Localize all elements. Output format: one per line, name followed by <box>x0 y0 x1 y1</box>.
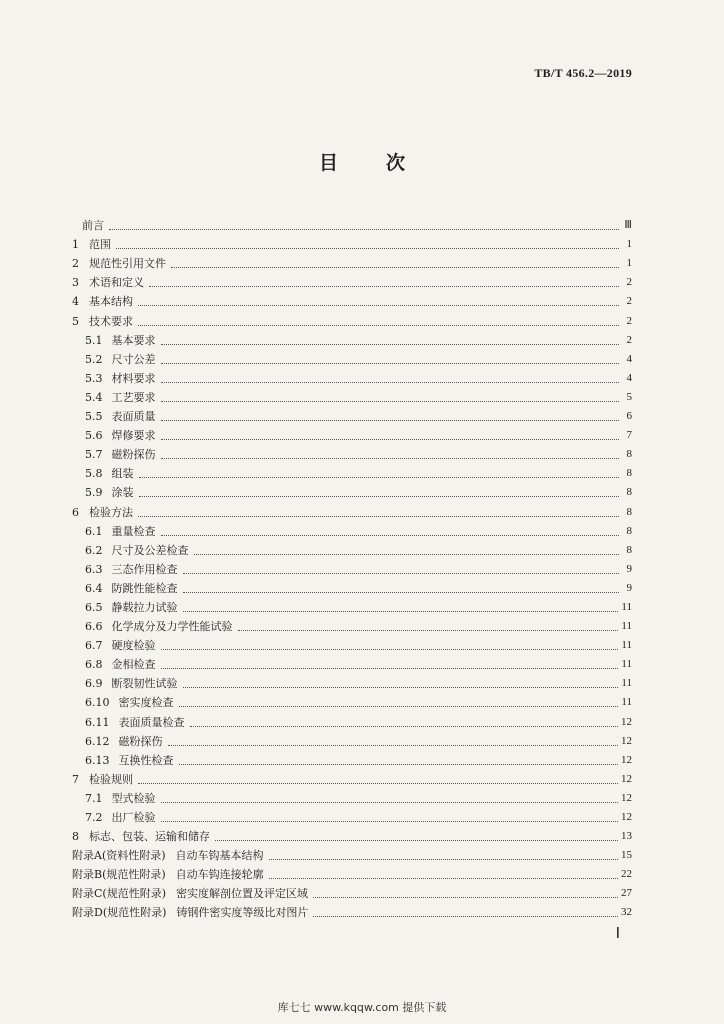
toc-entry-number: 6.7 <box>85 639 103 653</box>
toc-entry-label <box>72 636 156 655</box>
toc-entry-page: 8 <box>626 486 632 499</box>
toc-entry-page: 11 <box>621 639 632 652</box>
toc-entry-page: 4 <box>626 371 632 384</box>
toc-entry-title: 型式检验 <box>111 791 156 805</box>
toc-entry-label <box>72 541 189 560</box>
toc-entry-title: 硬度检验 <box>111 639 156 653</box>
toc-dot-leader <box>138 305 619 306</box>
toc-dot-leader <box>138 516 619 517</box>
toc-entry-label <box>72 827 210 846</box>
toc-entry[interactable] <box>72 311 632 330</box>
toc-dot-leader <box>139 477 620 478</box>
toc-entry-number: 7.1 <box>85 791 103 805</box>
toc-entry-label <box>72 808 156 827</box>
toc-entry-label <box>72 350 156 369</box>
toc-entry-page: 1 <box>626 257 632 270</box>
toc-entry-title: 三态作用检查 <box>111 562 178 576</box>
toc-entry-label <box>72 770 133 789</box>
toc-entry-title: 材料要求 <box>111 371 156 385</box>
toc-entry[interactable] <box>72 636 632 655</box>
toc-entry-title: 金相检查 <box>111 658 156 672</box>
toc-entry-number: 6.8 <box>85 658 103 672</box>
toc-dot-leader <box>149 286 619 287</box>
toc-entry-number: 6.12 <box>85 734 110 748</box>
toc-entry-title: 术语和定义 <box>89 276 144 290</box>
toc-entry-title: 磁粉探伤 <box>118 734 163 748</box>
toc-entry-label <box>72 655 156 674</box>
toc-entry[interactable] <box>72 216 632 235</box>
toc-entry-page: 11 <box>621 696 632 709</box>
toc-entry[interactable] <box>72 331 632 350</box>
toc-entry-label <box>72 331 156 350</box>
toc-entry[interactable] <box>72 292 632 311</box>
toc-dot-leader <box>161 344 620 345</box>
toc-dot-leader <box>313 897 618 898</box>
toc-dot-leader <box>161 382 620 383</box>
toc-entry-page: 11 <box>621 658 632 671</box>
toc-dot-leader <box>183 592 620 593</box>
toc-entry-number: 6 <box>72 505 79 519</box>
toc-entry-page: 6 <box>626 410 632 423</box>
toc-entry-number: 5.7 <box>85 448 103 462</box>
toc-dot-leader <box>194 554 620 555</box>
toc-entry[interactable] <box>72 445 632 464</box>
toc-entry[interactable] <box>72 598 632 617</box>
toc-entry-title: 密实度检查 <box>118 696 174 710</box>
toc-entry[interactable] <box>72 541 632 560</box>
toc-entry-title: 检验方法 <box>89 505 133 519</box>
toc-entry[interactable] <box>72 464 632 483</box>
toc-entry-label <box>72 693 174 712</box>
toc-entry-page: 7 <box>626 429 632 442</box>
toc-entry[interactable] <box>72 522 632 541</box>
toc-entry-page: 5 <box>626 390 632 403</box>
toc-entry[interactable] <box>72 483 632 502</box>
toc-dot-leader <box>161 420 620 421</box>
toc-entry-label <box>72 216 104 235</box>
toc-entry-label <box>72 483 134 502</box>
toc-entry-title: 规范性引用文件 <box>89 257 166 271</box>
toc-entry-number: 3 <box>72 276 79 290</box>
toc-entry-page: 12 <box>621 734 632 747</box>
toc-entry-label <box>72 445 156 464</box>
toc-entry-page: 15 <box>621 849 632 862</box>
toc-entry-number: 附录C(规范性附录) <box>72 887 166 901</box>
toc-dot-leader <box>161 458 620 459</box>
toc-dot-leader <box>171 267 619 268</box>
table-of-contents <box>72 216 632 922</box>
toc-entry-number: 5.9 <box>85 486 103 500</box>
toc-dot-leader <box>161 668 619 669</box>
toc-entry-label <box>72 312 133 331</box>
toc-entry[interactable] <box>72 693 632 712</box>
toc-entry[interactable] <box>72 808 632 827</box>
toc-entry-number: 附录A(资料性附录) <box>72 849 166 863</box>
toc-entry-page: Ⅲ <box>624 219 632 232</box>
toc-entry-label <box>72 598 178 617</box>
toc-entry-label <box>72 884 308 903</box>
toc-entry-number: 6.9 <box>85 677 103 691</box>
toc-entry-title: 自动车钩连接轮廓 <box>175 868 264 882</box>
toc-dot-leader <box>161 401 620 402</box>
toc-entry-page: 2 <box>626 295 632 308</box>
toc-entry-title: 组装 <box>111 467 134 481</box>
toc-entry[interactable] <box>72 350 632 369</box>
toc-entry-number: 5.3 <box>85 371 103 385</box>
toc-entry-page: 8 <box>626 524 632 537</box>
toc-entry-number: 6.13 <box>85 753 110 767</box>
toc-dot-leader <box>138 325 619 326</box>
toc-entry[interactable] <box>72 407 632 426</box>
toc-entry[interactable] <box>72 846 632 865</box>
toc-dot-leader <box>161 439 620 440</box>
toc-entry-title: 互换性检查 <box>118 753 174 767</box>
toc-entry-page: 9 <box>626 581 632 594</box>
toc-entry-title: 重量检查 <box>111 524 156 538</box>
toc-entry[interactable] <box>72 827 632 846</box>
toc-entry[interactable] <box>72 789 632 808</box>
toc-entry-label <box>72 617 233 636</box>
toc-entry-title: 防跳性能检查 <box>111 581 178 595</box>
toc-entry-title: 基本结构 <box>89 295 133 309</box>
toc-entry-label <box>72 560 178 579</box>
toc-entry-number: 5.8 <box>85 467 103 481</box>
toc-dot-leader <box>168 745 619 746</box>
toc-entry[interactable] <box>72 884 632 903</box>
toc-entry[interactable] <box>72 903 632 922</box>
toc-dot-leader <box>179 764 619 765</box>
toc-entry-number: 5.1 <box>85 333 103 347</box>
toc-entry-title: 尺寸及公差检查 <box>111 543 189 557</box>
toc-entry-title: 工艺要求 <box>111 390 156 404</box>
toc-entry[interactable] <box>72 254 632 273</box>
toc-entry-number: 7 <box>72 772 79 786</box>
toc-entry-title: 断裂韧性试验 <box>111 677 178 691</box>
toc-entry-number: 6.5 <box>85 600 103 614</box>
toc-entry-page: 4 <box>626 352 632 365</box>
toc-entry-label <box>72 522 156 541</box>
toc-entry[interactable] <box>72 388 632 407</box>
toc-entry-page: 11 <box>621 677 632 690</box>
toc-dot-leader <box>269 859 618 860</box>
toc-entry-number: 6.2 <box>85 543 103 557</box>
page-title: 目次 <box>318 152 453 174</box>
toc-entry-title: 检验规则 <box>89 772 133 786</box>
toc-entry-number: 5 <box>72 314 79 328</box>
toc-entry-label <box>72 503 133 522</box>
toc-entry-label <box>72 789 156 808</box>
toc-entry-number: 6.6 <box>85 620 103 634</box>
toc-dot-leader <box>183 611 619 612</box>
toc-entry-title: 磁粉探伤 <box>111 448 156 462</box>
toc-entry-title: 基本要求 <box>111 333 156 347</box>
toc-entry[interactable] <box>72 732 632 751</box>
toc-entry-label <box>72 674 178 693</box>
toc-entry-number: 6.3 <box>85 562 103 576</box>
toc-entry-label <box>72 273 144 292</box>
toc-entry-number: 8 <box>72 830 79 844</box>
toc-dot-leader <box>183 573 620 574</box>
toc-entry-page: 12 <box>621 715 632 728</box>
toc-entry-page: 11 <box>621 600 632 613</box>
toc-entry-number: 2 <box>72 257 79 271</box>
toc-entry-title: 尺寸公差 <box>111 352 156 366</box>
toc-entry-label <box>72 292 133 311</box>
toc-entry[interactable] <box>72 579 632 598</box>
toc-dot-leader <box>313 916 618 917</box>
toc-entry-page: 32 <box>621 906 632 919</box>
toc-entry-title: 前言 <box>82 219 104 233</box>
toc-entry[interactable] <box>72 502 632 521</box>
toc-entry-title: 静载拉力试验 <box>111 600 178 614</box>
toc-entry-label <box>72 579 178 598</box>
toc-entry[interactable] <box>72 235 632 254</box>
toc-entry-label <box>72 732 163 751</box>
toc-entry-label <box>72 464 134 483</box>
toc-entry[interactable] <box>72 770 632 789</box>
toc-dot-leader <box>109 229 619 230</box>
toc-entry-title: 涂装 <box>111 486 134 500</box>
toc-entry[interactable] <box>72 712 632 731</box>
toc-entry-page: 12 <box>621 753 632 766</box>
toc-dot-leader <box>190 726 619 727</box>
toc-entry-number: 5.2 <box>85 352 103 366</box>
toc-entry-number: 5.6 <box>85 429 103 443</box>
toc-entry-title: 表面质量 <box>111 410 156 424</box>
toc-entry-number: 6.1 <box>85 524 103 538</box>
toc-entry-page: 2 <box>626 276 632 289</box>
toc-entry[interactable] <box>72 426 632 445</box>
toc-entry-number: 7.2 <box>85 811 103 824</box>
toc-entry-page: 12 <box>621 811 632 823</box>
toc-entry[interactable] <box>72 655 632 674</box>
toc-dot-leader <box>179 706 619 707</box>
toc-dot-leader <box>139 496 620 497</box>
toc-entry-page: 8 <box>626 543 632 556</box>
toc-entry-page: 12 <box>621 791 632 804</box>
toc-entry-title: 自动车钩基本结构 <box>175 849 264 863</box>
toc-entry-label <box>72 751 174 770</box>
toc-entry-title: 化学成分及力学性能试验 <box>111 620 233 634</box>
toc-entry-page: 8 <box>626 467 632 480</box>
toc-entry[interactable] <box>72 751 632 770</box>
toc-dot-leader <box>138 783 618 784</box>
toc-entry-number: 5.4 <box>85 390 103 404</box>
toc-entry[interactable] <box>72 560 632 579</box>
toc-dot-leader <box>161 535 620 536</box>
toc-entry-page: 13 <box>621 830 632 843</box>
toc-entry-label <box>72 407 156 426</box>
toc-entry-label <box>72 865 264 884</box>
toc-entry[interactable] <box>72 617 632 636</box>
toc-entry-page: 2 <box>626 314 632 327</box>
toc-entry-title: 标志、包装、运输和储存 <box>89 830 210 844</box>
toc-entry-label <box>72 254 166 273</box>
toc-entry-page: 27 <box>621 887 632 900</box>
toc-entry-title: 技术要求 <box>89 314 133 328</box>
toc-entry-page: 1 <box>626 238 632 251</box>
toc-entry-page: 8 <box>626 448 632 461</box>
toc-entry-label <box>72 713 185 732</box>
toc-dot-leader <box>215 840 618 841</box>
toc-dot-leader <box>161 802 619 803</box>
toc-entry-label <box>72 235 111 254</box>
toc-entry-page: 2 <box>626 333 632 346</box>
toc-dot-leader <box>161 649 619 650</box>
toc-entry[interactable] <box>72 273 632 292</box>
document-code: TB/T 456.2—2019 <box>534 66 632 80</box>
toc-dot-leader <box>269 878 618 879</box>
toc-dot-leader <box>238 630 619 631</box>
download-footer: 库七七 www.kqqw.com 提供下载 <box>277 1001 447 1014</box>
toc-dot-leader <box>161 363 620 364</box>
toc-entry-number: 附录B(规范性附录) <box>72 868 166 882</box>
toc-entry[interactable] <box>72 369 632 388</box>
toc-entry-title: 密实度解剖位置及评定区域 <box>176 887 308 901</box>
toc-entry[interactable] <box>72 674 632 693</box>
toc-entry-number: 6.10 <box>85 696 110 710</box>
toc-entry-page: 11 <box>621 620 632 633</box>
toc-entry-label <box>72 903 308 922</box>
toc-entry-title: 出厂检验 <box>111 811 156 824</box>
toc-dot-leader <box>183 687 619 688</box>
toc-entry-page: 9 <box>626 562 632 575</box>
toc-entry-title: 表面质量检查 <box>118 715 185 729</box>
toc-entry-number: 1 <box>72 238 79 252</box>
toc-entry[interactable] <box>72 865 632 884</box>
toc-entry-title: 范围 <box>89 238 111 252</box>
toc-entry-page: 8 <box>626 505 632 518</box>
page-folio: Ⅰ <box>615 926 620 942</box>
toc-dot-leader <box>116 248 619 249</box>
toc-entry-number: 5.5 <box>85 410 103 424</box>
toc-entry-page: 12 <box>621 772 632 785</box>
toc-entry-label <box>72 426 156 445</box>
toc-entry-title: 铸钢件密实度等级比对图片 <box>176 906 309 920</box>
toc-entry-title: 焊修要求 <box>111 429 156 443</box>
toc-entry-label <box>72 388 156 407</box>
toc-entry-label <box>72 846 264 865</box>
toc-entry-number: 6.11 <box>85 715 110 729</box>
toc-entry-number: 6.4 <box>85 581 103 595</box>
toc-entry-page: 22 <box>621 868 632 881</box>
toc-entry-label <box>72 369 156 388</box>
toc-dot-leader <box>161 821 619 822</box>
toc-entry-number: 4 <box>72 295 79 309</box>
toc-entry-number: 附录D(规范性附录) <box>72 906 167 920</box>
